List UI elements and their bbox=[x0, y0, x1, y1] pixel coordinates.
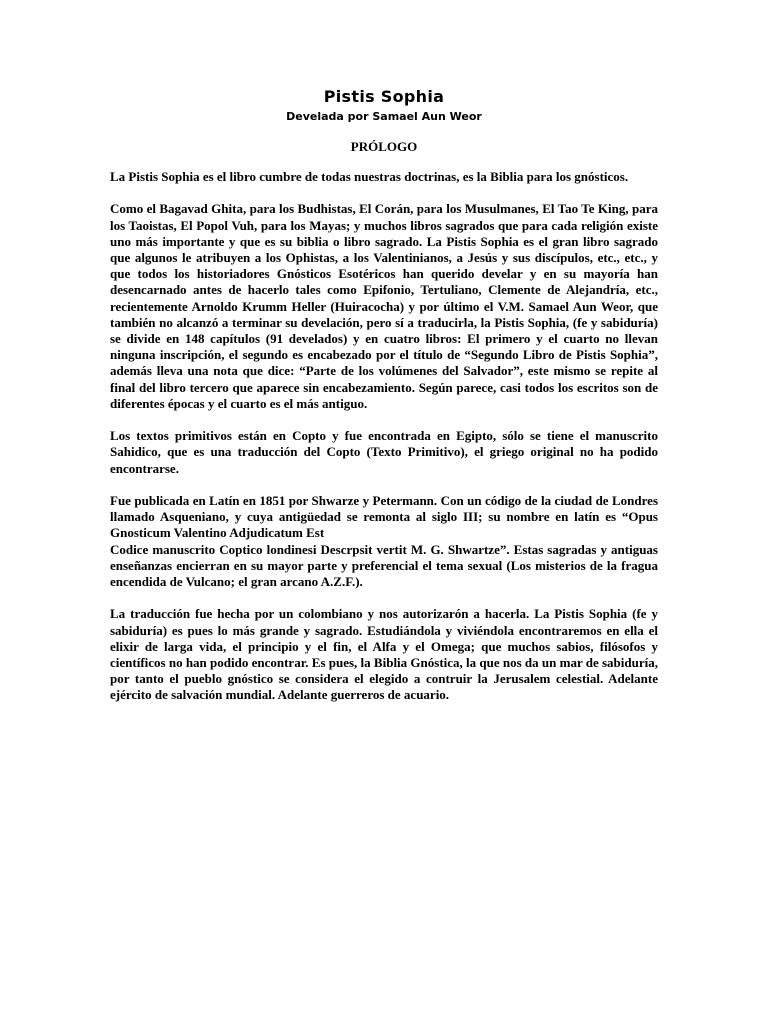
paragraph-2: Como el Bagavad Ghita, para los Budhistas, El Corán, para los Musulmanes, El Tao Te King, para los Taoistas, El Popol Vuh, para los Mayas; y muchos libros sagrados que para cada religión existe uno más importante y que es su biblia o libro sagrado. La Pistis Sophia es el gran libro sagrado que algunos le atribuyen a los Ophistas, a los Valentinianos, a Jesús y sus discípulos, etc., etc., y que todos los historiadores Gnósticos Esotéricos han querido develar y en su mayoría han desencarnado antes de hacerlo tales como Epifonio, Tertuliano, Clemente de Alejandría, etc., recientemente Arnoldo Krumm Heller (Huiracocha) y por último el V.M. Samael Aun Weor, que también no alcanzó a terminar su develación, pero sí a traducirla, la Pistis Sophia, (fe y sabiduría) se divide en 148 capítulos (91 develados) y en cuatro libros: El primero y el cuarto no llevan ninguna inscripción, el segundo es encabezado por el título de “Segundo Libro de Pistis Sophia”, además lleva una nota que dice: “Parte de los volúmenes del Salvador”, este mismo se repite al final del libro tercero que aparece sin encabezamiento. Según parece, casi todos los escritos son de diferentes épocas y el cuarto es el más antiguo. bbox=[110, 201, 658, 411]
document-body bbox=[110, 169, 658, 720]
section-heading: PRÓLOGO bbox=[350, 139, 418, 154]
paragraph-1: La Pistis Sophia es el libro cumbre de todas nuestras doctrinas, es la Biblia para los gnósticos. bbox=[110, 169, 629, 184]
document-subtitle: Develada por Samael Aun Weor bbox=[286, 110, 482, 123]
document-title: Pistis Sophia bbox=[323, 87, 445, 106]
paragraph-5: La traducción fue hecha por un colombiano y nos autorizarón a hacerla. La Pistis Sophia (fe y sabiduría) es pues lo más grande y sagrado. Estudiándola y viviéndola encontraremos en ella el elixir de larga vida, el principio y el fin, el Alfa y el Omega; que muchos sabios, filósofos y científicos no han podido encontrar. Es pues, la Biblia Gnóstica, la que nos da un mar de sabiduría, por tanto el pueblo gnóstico se considera el elegido a contruir la Jerusalem celestial. Adelante ejército de salvación mundial. Adelante guerreros de acuario. bbox=[110, 606, 658, 703]
paragraph-3: Los textos primitivos están en Copto y fue encontrada en Egipto, sólo se tiene el manuscrito Sahidico, que es una traducción del Copto (Texto Primitivo), el griego original no ha podido encontrarse. bbox=[110, 428, 658, 476]
paragraph-4: Fue publicada en Latín en 1851 por Shwarze y Petermann. Con un código de la ciudad de Londres llamado Asqueniano, y cuya antigüedad se remonta al siglo III; su nombre en latín es “Opus Gnosticum Valentino Adjudicatum Est Codice manuscrito Coptico londinesi Descrpsit vertit M. G. Shwartze”. Estas sagradas y antiguas enseñanzas encierran en su mayor parte y preferencial el tema sexual (Los misterios de la fragua encendida de Vulcano; el gran arcano A.Z.F.). bbox=[110, 493, 658, 590]
